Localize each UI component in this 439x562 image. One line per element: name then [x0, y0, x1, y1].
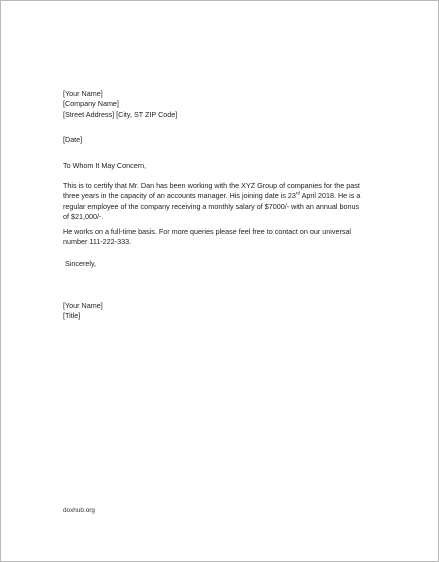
paragraph-2	[63, 227, 383, 248]
paragraph-2-line-1: He works on a full-time basis. For more queries please feel free to contact on our universal	[63, 227, 352, 236]
paragraph-2-line-2: number 111-222-333.	[63, 237, 132, 247]
paragraph-1-line-4: of $21,000/-.	[63, 212, 104, 222]
ordinal-suffix: rd	[295, 191, 301, 197]
date-block	[63, 135, 383, 145]
paragraph-1	[63, 181, 383, 223]
paragraph-1-line-2-end: April 2018. He is a	[300, 191, 361, 201]
closing: Sincerely,	[65, 259, 97, 268]
footer-site: doxhub.org	[63, 507, 95, 514]
paragraph-1-line-3: regular employee of the company receiving a monthly salary of $7000/- with an annual bonus	[63, 201, 360, 211]
salutation-block	[63, 161, 383, 171]
signature-title: [Title]	[63, 311, 81, 321]
sender-block	[63, 89, 383, 120]
sender-company: [Company Name]	[63, 99, 119, 109]
sender-name: [Your Name]	[63, 89, 103, 98]
paragraph-1-line-2	[63, 191, 383, 201]
signature-block	[63, 301, 383, 322]
paragraph-1-line-2-start: three years in the capacity of an accounts manager. His joining date is 23	[63, 191, 296, 201]
sender-address: [Street Address] [City, ST ZIP Code]	[63, 109, 178, 119]
paragraph-1-line-1: This is to certify that Mr. Dan has been working with the XYZ Group of companies for the past	[63, 181, 360, 190]
closing-block	[65, 259, 385, 269]
signature-name: [Your Name]	[63, 301, 103, 310]
salutation: To Whom It May Concern,	[63, 161, 147, 170]
letter-date: [Date]	[63, 135, 83, 144]
